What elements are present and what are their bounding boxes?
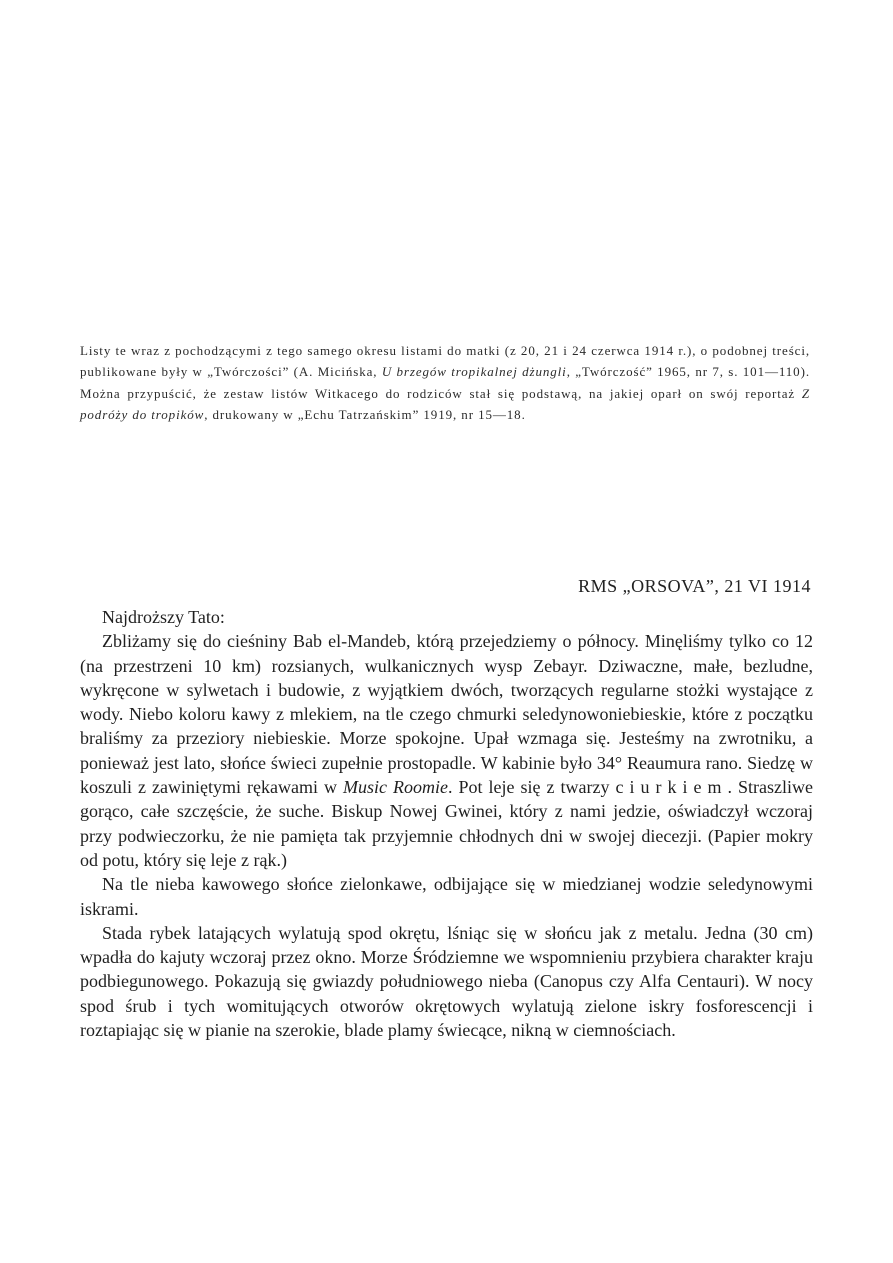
- letter-salutation: Najdroższy Tato:: [102, 607, 225, 627]
- editorial-note-text: , drukowany w „Echu Tatrzańskim” 1919, nr 15—18.: [204, 406, 526, 422]
- editorial-note-text: , „Twórczość” 1965, nr 7, s. 101—110). Można przypuścić, że zestaw listów Witkacego do rodziców stał się podstawą, na jakiej oparł on swój reportaż: [80, 364, 810, 401]
- paragraph-text: Zbliżamy się do cieśniny Bab el-Mandeb, którą przejedziemy o północy. Minęliśmy tylko co 12 (na przestrzeni 10 km) rozsianych, wulkanicznych wysp Zebayr. Dziwaczne, małe, bezludne, wykręcone w sylwetach i budowie, z wyjątkiem dwóch, tworzących regularne stożki wystające z wody. Niebo koloru kawy z mlekiem, na tle czego chmurki seledynowoniebieskie, które z początku braliśmy za przeziory niebieskie. Morze spokojne. Upał wzmaga się. Jesteśmy na zwrotniku, a ponieważ jest lato, słońce świeci zupełnie prostopadle. W kabinie było 34° Reaumura rano. Siedzę w koszuli z zawiniętymi rękawami w: [80, 631, 813, 798]
- paragraph-text: . Straszliwe gorąco, całe szczęście, że suche. Biskup Nowej Gwinei, który z nami jedzie, oświadczył wczoraj przy podwieczorku, że nie pamięta tak przyjemnie chłodnych dni w swojej diecezji. (Papier mokry od potu, który się leje z rąk.): [80, 777, 814, 870]
- spaced-word: ciurkiem: [615, 777, 728, 798]
- letter-paragraph: [80, 629, 813, 872]
- editorial-note-text: Listy te wraz z pochodzącymi z tego samego okresu listami do matki (z 20, 21 i 24 czerwca 1914 r.), o podobnej treści, publikowane były w „Twórczości” (A. Micińska,: [80, 343, 810, 380]
- letter-paragraph: Stada rybek latających wylatują spod okrętu, lśniąc się w słońcu jak z metalu. Jedna (30 cm) wpadła do kajuty wczoraj przez okno. Morze Śródziemne we wspomnieniu przybiera charakter kraju podbiegunowego. Pokazują się gwiazdy południowego nieba (Canopus czy Alfa Centauri). W nocy spod śrub i tych womitujących otworów okrętowych wylatują zielone iskry fosforescencji i roztapiając się w pianie na szerokie, blade plamy świecące, nikną w ciemnościach.: [80, 922, 813, 1041]
- editorial-note-title-2: Z podróży do tropików: [80, 385, 810, 422]
- editorial-note: [80, 340, 810, 425]
- letter-heading: RMS „ORSOVA”, 21 VI 1914: [578, 576, 811, 596]
- paragraph-text: . Pot leje się z twarzy: [448, 777, 616, 798]
- letter-paragraph: Na tle nieba kawowego słońce zielonkawe, odbijające się w miedzianej wodzie seledynowymi iskrami.: [80, 874, 813, 919]
- italic-phrase: Music Roomie: [343, 777, 448, 798]
- editorial-note-title-1: U brzegów tropikalnej dżungli: [381, 364, 567, 380]
- letter-body: [80, 605, 813, 1042]
